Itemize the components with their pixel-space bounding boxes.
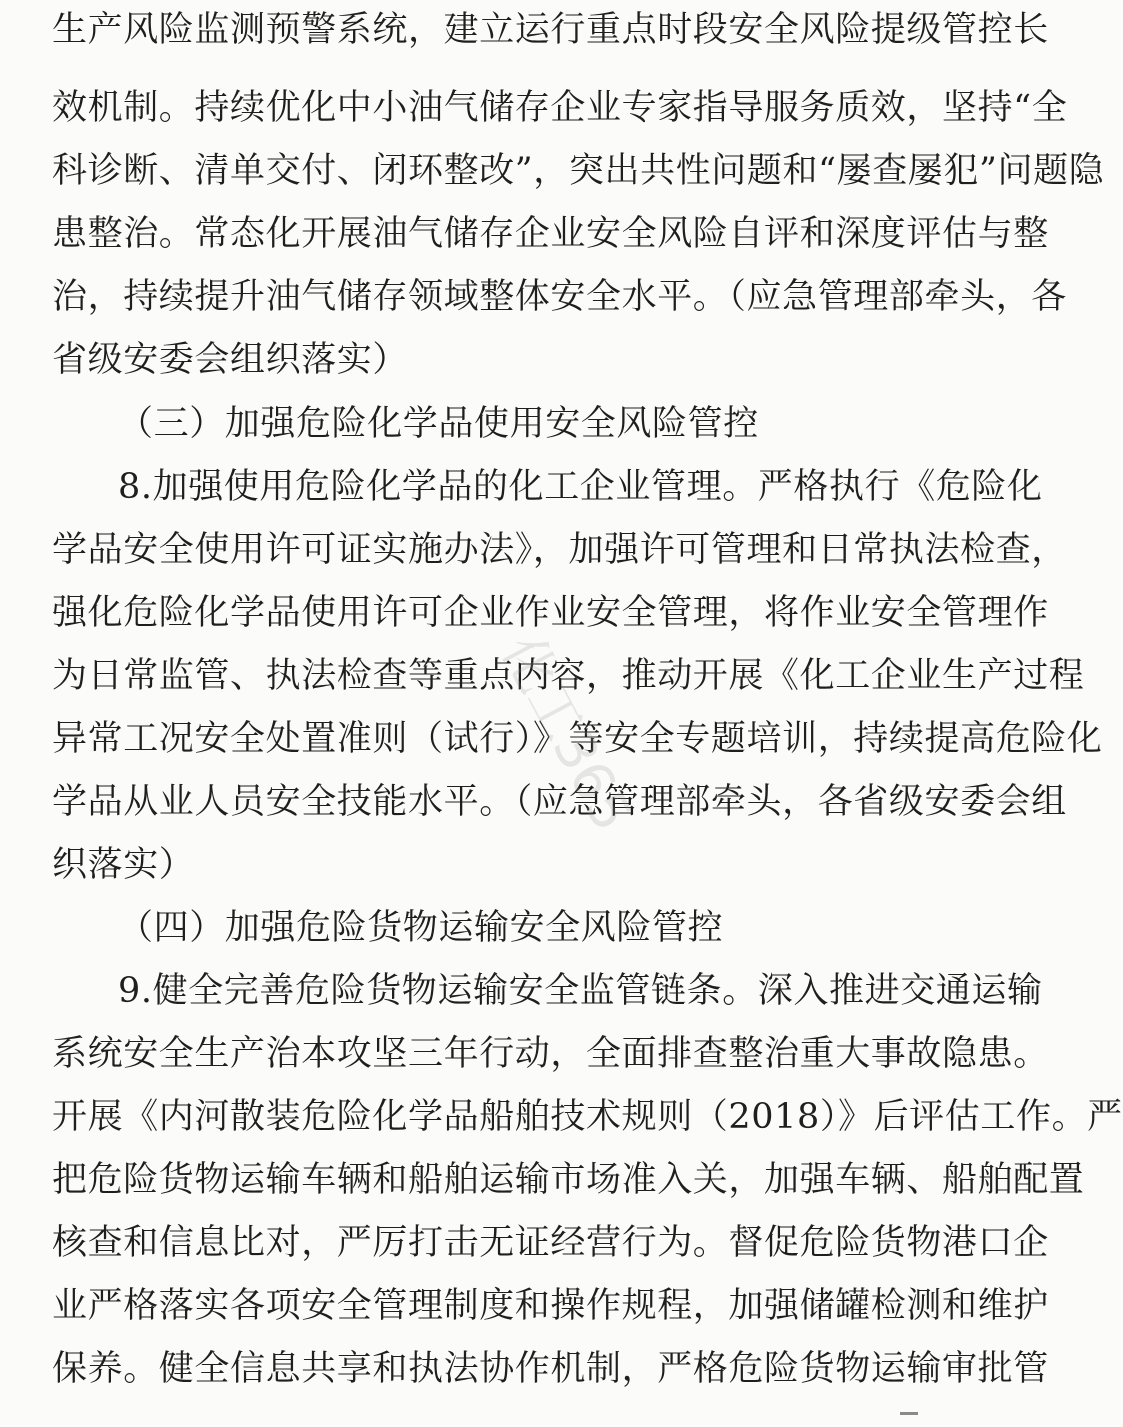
paragraph-line-8: 8.加强使用危险化学品的化工企业管理。严格执行《危险化 [118,467,1043,507]
paragraph-line-17: 系统安全生产治本攻坚三年行动，全面排查整治重大事故隐患。 [52,1034,1049,1074]
section-heading-3: （三）加强危险化学品使用安全风险管控 [118,404,759,444]
paragraph-line-4: 患整治。常态化开展油气储存企业安全风险自评和深度评估与整 [52,214,1049,254]
paragraph-line-3: 科诊断、清单交付、闭环整改”，突出共性问题和“屡查屡犯”问题隐 [52,151,1105,191]
paragraph-line-13: 学品从业人员安全技能水平。（应急管理部牵头，各省级安委会组 [52,782,1067,822]
paragraph-line-22: 保养。健全信息共享和执法协作机制，严格危险货物运输审批管 [52,1349,1049,1389]
paragraph-line-14: 织落实） [52,845,195,885]
paragraph-line-5: 治，持续提升油气储存领域整体安全水平。（应急管理部牵头，各 [52,277,1067,317]
paragraph-line-12: 异常工况安全处置准则（试行）》等安全专题培训，持续提高危险化 [52,719,1103,759]
paragraph-line-20: 核查和信息比对，严厉打击无证经营行为。督促危险货物港口企 [52,1223,1049,1263]
paragraph-line-11: 为日常监管、执法检查等重点内容，推动开展《化工企业生产过程 [52,656,1085,696]
paragraph-line-6: 省级安委会组织落实） [52,340,409,380]
section-heading-4: （四）加强危险货物运输安全风险管控 [118,908,724,948]
paragraph-line-18: 开展《内河散装危险化学品船舶技术规则（2018）》后评估工作。严 [52,1097,1123,1137]
paragraph-line-21: 业严格落实各项安全管理制度和操作规程，加强储罐检测和维护 [52,1286,1049,1326]
paragraph-line-9: 学品安全使用许可证实施办法》，加强许可管理和日常执法检查， [52,530,1067,570]
paragraph-line-19: 把危险货物运输车辆和船舶运输市场准入关，加强车辆、船舶配置 [52,1160,1085,1200]
paragraph-line-16: 9.健全完善危险货物运输安全监管链条。深入推进交通运输 [118,971,1043,1011]
paragraph-line-1: 生产风险监测预警系统，建立运行重点时段安全风险提级管控长 [52,10,1049,50]
paragraph-line-2: 效机制。持续优化中小油气储存企业专家指导服务质效，坚持“全 [52,88,1068,128]
paragraph-line-10: 强化危险化学品使用许可企业作业安全管理，将作业安全管理作 [52,593,1049,633]
page-corner-mark [900,1412,918,1415]
watermark: 化工365 [489,625,645,842]
